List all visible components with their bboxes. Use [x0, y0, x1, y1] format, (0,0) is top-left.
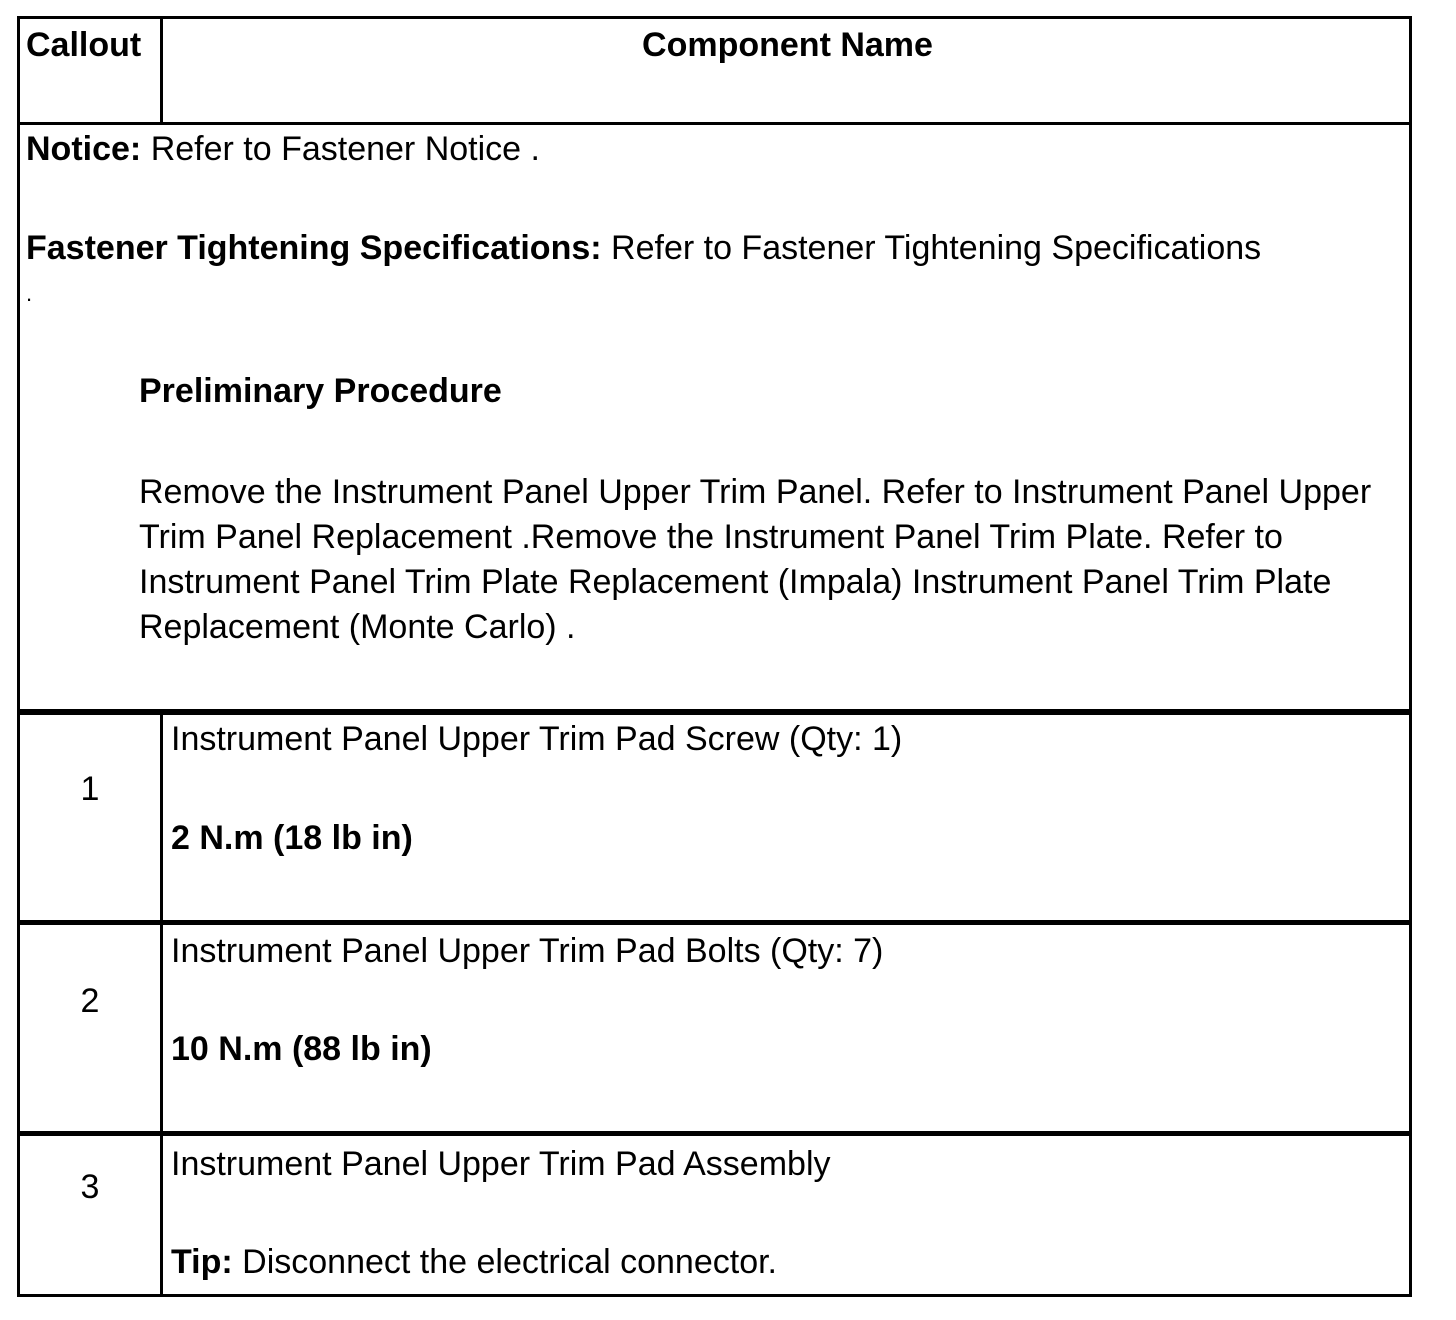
row-3-tip-text: Disconnect the electrical connector.: [242, 1243, 777, 1281]
row-2-divider: [20, 1131, 1409, 1136]
fastener-spec-text: Refer to Fastener Tightening Specifications: [611, 229, 1262, 267]
row-1-component-name: Instrument Panel Upper Trim Pad Screw (Qty: 1): [171, 720, 903, 758]
row-3-column-divider: [160, 1136, 163, 1294]
row-1-divider: [20, 920, 1409, 925]
row-2-torque-spec: 10 N.m (88 lb in): [171, 1030, 432, 1068]
notice-line: [26, 127, 540, 172]
callout-column-header: Callout: [26, 26, 142, 64]
row-3-callout: 3: [80, 1168, 100, 1206]
component-table: [17, 16, 1412, 1297]
row-3-component-name: Instrument Panel Upper Trim Pad Assembly: [171, 1145, 831, 1183]
notice-text: Refer to Fastener Notice .: [150, 130, 540, 168]
preliminary-procedure-text: Remove the Instrument Panel Upper Trim Panel. Refer to Instrument Panel Upper Trim Panel Replacement .Remove the Instrument Panel Trim Plate. Refer to Instrument Panel Trim Plate Replacement (Impala) Instrument Panel Trim Plate Replacement (Monte Carlo) .: [139, 473, 1372, 646]
component-name-column-header: Component Name: [642, 26, 933, 64]
row-3-tip-label: Tip:: [171, 1243, 233, 1281]
row-2-callout: 2: [80, 982, 100, 1020]
header-row-divider: [20, 122, 1409, 125]
notice-label: Notice:: [26, 130, 142, 168]
preliminary-procedure-heading: Preliminary Procedure: [139, 372, 502, 410]
row-1-column-divider: [160, 715, 163, 925]
fastener-spec-line: [26, 226, 1261, 271]
row-2-column-divider: [160, 925, 163, 1135]
row-2-component-name: Instrument Panel Upper Trim Pad Bolts (Qty: 7): [171, 932, 884, 970]
notes-section-divider: [20, 709, 1409, 715]
row-3-tip-line: [171, 1240, 777, 1285]
row-1-torque-spec: 2 N.m (18 lb in): [171, 819, 413, 857]
fastener-spec-trailing-period: .: [26, 281, 33, 306]
row-1-callout: 1: [80, 770, 100, 808]
fastener-spec-label: Fastener Tightening Specifications:: [26, 229, 602, 267]
